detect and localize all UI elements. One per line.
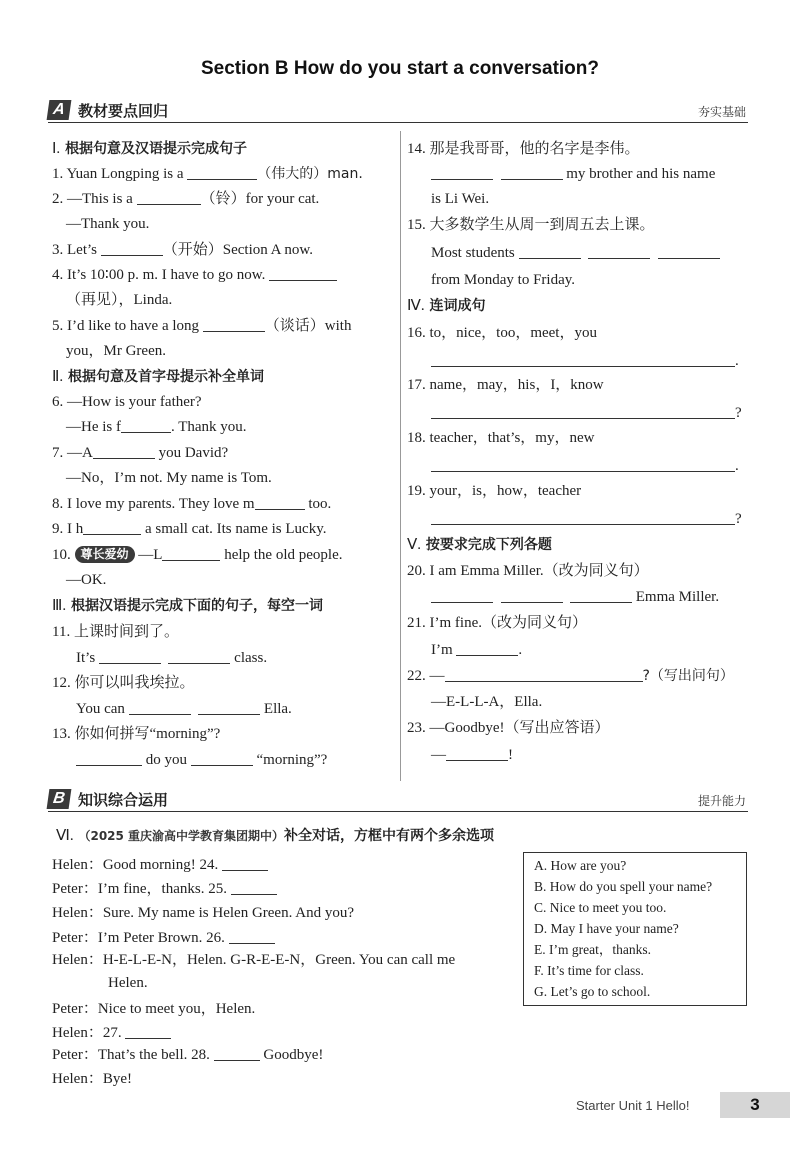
- answer-blank[interactable]: [501, 588, 563, 603]
- question-2: 2. —This is a （铃）for your cat.: [52, 191, 320, 207]
- question-6-answer: —He is f . Thank you.: [66, 419, 247, 435]
- question-12: 12. 你可以叫我埃拉。: [52, 675, 195, 691]
- question-15-answer: Most students: [431, 243, 720, 263]
- answer-blank[interactable]: [125, 1024, 171, 1039]
- question-20: 20. I am Emma Miller.（改为同义句）: [407, 563, 649, 579]
- dialog-line: Helen：H-E-L-E-N，Helen. G-R-E-E-N，Green. You can call me: [52, 952, 456, 968]
- dialog-line: Helen.: [108, 975, 148, 991]
- answer-blank[interactable]: [93, 444, 155, 459]
- question-7-response: —No，I’m not. My name is Tom.: [66, 470, 272, 486]
- option-e: E. I’m great，thanks.: [534, 942, 651, 957]
- question-source: （2025 重庆渝高中学教育集团期中）: [78, 829, 285, 843]
- option-a: A. How are you?: [534, 858, 627, 873]
- question-16-answer: .: [431, 351, 739, 371]
- answer-blank[interactable]: [214, 1046, 260, 1061]
- question-16: 16. to，nice，too，meet，you: [407, 325, 597, 341]
- question-14: 14. 那是我哥哥，他的名字是李伟。: [407, 141, 640, 157]
- question-13: 13. 你如何拼写“morning”?: [52, 726, 221, 742]
- question-9: 9. I h a small cat. Its name is Lucky.: [52, 521, 327, 537]
- answer-blank[interactable]: [431, 165, 493, 180]
- answer-blank[interactable]: [501, 165, 563, 180]
- part-1-heading: Ⅰ. 根据句意及汉语提示完成句子: [52, 141, 248, 157]
- answer-blank[interactable]: [203, 317, 265, 332]
- question-5-cont: you，Mr Green.: [66, 343, 166, 359]
- question-4-cont: （再见），Linda.: [66, 292, 173, 308]
- section-b-tag: 提升能力: [697, 794, 746, 808]
- part-3-heading: Ⅲ. 根据汉语提示完成下面的句子，每空一词: [52, 598, 323, 614]
- part-4-heading: Ⅳ. 连词成句: [407, 298, 486, 314]
- answer-blank[interactable]: [222, 856, 268, 871]
- question-8: 8. I love my parents. They love m too.: [52, 496, 332, 512]
- answer-line[interactable]: [431, 510, 735, 525]
- question-18-answer: .: [431, 456, 739, 476]
- question-23-answer: — !: [431, 747, 513, 763]
- options-box: [523, 852, 747, 1006]
- question-22: 22. — ?（写出问句）: [407, 668, 734, 684]
- question-1: 1. Yuan Longping is a （伟大的）man.: [52, 166, 363, 182]
- question-15: 15. 大多数学生从周一到周五去上课。: [407, 217, 655, 233]
- answer-blank[interactable]: [83, 520, 141, 535]
- answer-blank[interactable]: [76, 751, 142, 766]
- part-2-heading: Ⅱ. 根据句意及首字母提示补全单词: [52, 369, 265, 385]
- question-11-answer: It’s class.: [76, 650, 268, 666]
- question-14-cont: is Li Wei.: [431, 191, 490, 207]
- answer-blank[interactable]: [269, 266, 337, 281]
- answer-blank[interactable]: [519, 244, 581, 259]
- dialog-line: Helen：Good morning! 24.: [52, 855, 268, 875]
- question-21-answer: I’m .: [431, 642, 523, 658]
- section-b-title: 知识综合运用: [78, 791, 169, 809]
- dialog-line: Helen：Sure. My name is Helen Green. And you?: [52, 905, 355, 921]
- answer-blank[interactable]: [129, 700, 191, 715]
- page-title: Section B How do you start a conversation?: [200, 58, 599, 79]
- part-6-heading: Ⅵ. （2025 重庆渝高中学教育集团期中）补全对话，方框中有两个多余选项: [56, 828, 495, 844]
- option-f: F. It’s time for class.: [534, 963, 644, 978]
- question-5: 5. I’d like to have a long （谈话）with: [52, 318, 352, 334]
- page-number: 3: [720, 1092, 790, 1118]
- answer-blank[interactable]: [101, 241, 163, 256]
- dialog-line: Helen：27.: [52, 1023, 171, 1043]
- question-10-response: —OK.: [66, 572, 107, 588]
- section-a-icon: A: [47, 100, 72, 120]
- question-20-answer: Emma Miller.: [431, 587, 719, 607]
- question-15-cont: from Monday to Friday.: [431, 272, 576, 288]
- option-g: G. Let’s go to school.: [534, 984, 651, 999]
- answer-blank[interactable]: [121, 418, 171, 433]
- answer-blank[interactable]: [456, 641, 518, 656]
- dialog-line: Peter：I’m Peter Brown. 26.: [52, 928, 275, 948]
- unit-label: Starter Unit 1 Hello!: [576, 1098, 690, 1113]
- answer-blank[interactable]: [231, 880, 277, 895]
- section-a-header: [48, 98, 748, 123]
- question-12-answer: You can Ella.: [76, 701, 292, 717]
- dialog-line: Helen：Bye!: [52, 1071, 132, 1087]
- question-13-answer: do you “morning”?: [76, 750, 327, 770]
- answer-blank[interactable]: [162, 546, 220, 561]
- answer-blank[interactable]: [168, 649, 230, 664]
- question-22-response: —E-L-L-A，Ella.: [431, 694, 543, 710]
- question-17-answer: ?: [431, 403, 742, 423]
- answer-line[interactable]: [431, 457, 735, 472]
- answer-blank[interactable]: [187, 165, 257, 180]
- question-10: 10. 尊长爱幼 —L help the old people.: [52, 547, 343, 563]
- dialog-line: Peter：I’m fine，thanks. 25.: [52, 879, 277, 899]
- answer-blank[interactable]: [191, 751, 253, 766]
- section-b-header: [48, 787, 748, 812]
- question-19: 19. your，is，how，teacher: [407, 483, 582, 499]
- answer-blank[interactable]: [229, 929, 275, 944]
- question-11: 11. 上课时间到了。: [52, 624, 179, 640]
- question-2-response: —Thank you.: [66, 216, 150, 232]
- answer-blank[interactable]: [137, 190, 201, 205]
- question-14-answer: my brother and his name: [431, 164, 715, 184]
- section-a-title: 教材要点回归: [78, 102, 169, 120]
- option-b: B. How do you spell your name?: [534, 879, 713, 894]
- question-7: 7. —A you David?: [52, 445, 229, 461]
- answer-blank[interactable]: [99, 649, 161, 664]
- dialog-line: Peter：Nice to meet you，Helen.: [52, 1001, 256, 1017]
- option-c: C. Nice to meet you too.: [534, 900, 667, 915]
- column-divider: [400, 131, 401, 781]
- answer-blank[interactable]: [588, 244, 650, 259]
- answer-line[interactable]: [431, 404, 735, 419]
- answer-blank[interactable]: [255, 495, 305, 510]
- question-3: 3. Let’s （开始）Section A now.: [52, 242, 314, 258]
- answer-line[interactable]: [431, 352, 735, 367]
- answer-blank[interactable]: [446, 746, 508, 761]
- answer-blank[interactable]: [198, 700, 260, 715]
- virtue-tag: 尊长爱幼: [75, 546, 135, 563]
- part-5-heading: Ⅴ. 按要求完成下列各题: [407, 537, 552, 553]
- question-18: 18. teacher，that’s，my，new: [407, 430, 595, 446]
- question-21: 21. I’m fine.（改为同义句）: [407, 615, 587, 631]
- question-4: 4. It’s 10∶00 p. m. I have to go now.: [52, 265, 337, 285]
- answer-line[interactable]: [445, 667, 643, 682]
- option-d: D. May I have your name?: [534, 921, 679, 936]
- answer-blank[interactable]: [431, 588, 493, 603]
- answer-blank[interactable]: [658, 244, 720, 259]
- answer-blank[interactable]: [570, 588, 632, 603]
- question-19-answer: ?: [431, 509, 742, 529]
- section-a-tag: 夯实基础: [697, 105, 746, 119]
- section-b-icon: B: [47, 789, 72, 809]
- question-6: 6. —How is your father?: [52, 394, 202, 410]
- question-23: 23. —Goodbye!（写出应答语）: [407, 720, 610, 736]
- dialog-line: Peter：That’s the bell. 28. Goodbye!: [52, 1047, 324, 1063]
- question-17: 17. name，may，his，I，know: [407, 377, 604, 393]
